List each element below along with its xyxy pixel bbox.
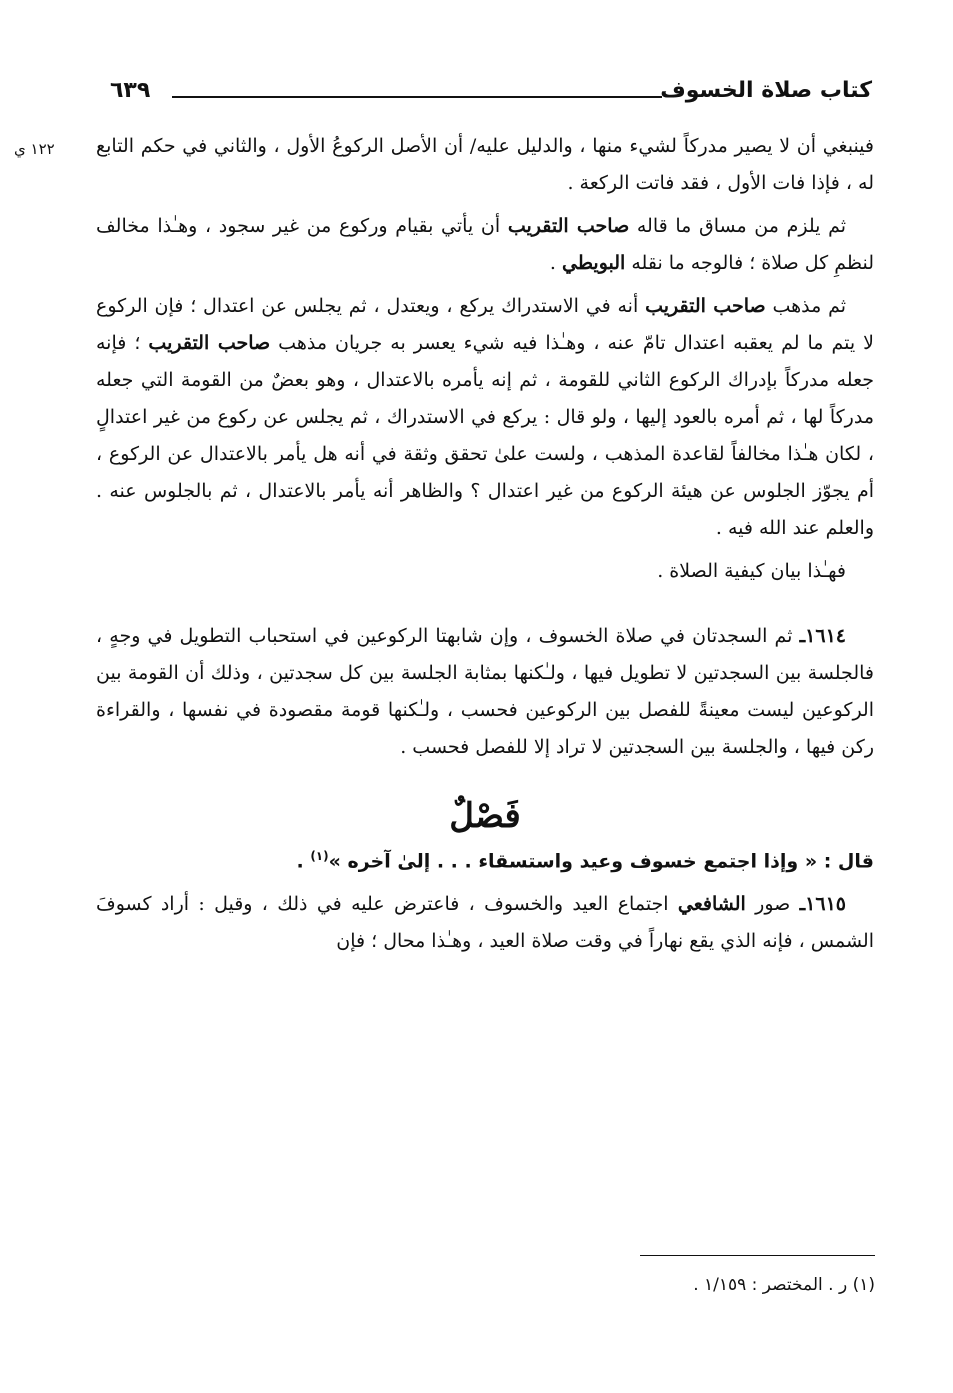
p6-name-shafii: الشافعي [677,893,746,916]
running-header [110,78,872,118]
p2-text-a: ثم يلزم من مساق ما قاله [629,215,847,237]
margin-manuscript-ref: ١٢٢ ي [14,140,55,158]
section-number-1614: ١٦١٤ـ [799,625,846,647]
section-number-1615: ١٦١٥ـ [799,893,846,916]
p2-name-taqrib: صاحب التقريب [507,215,630,237]
p6-text-c: اجتماع العيد والخسوف ، فاعترض عليه في ذلك ، وقيل : أراد كسوفَ الشمس ، فإنه الذي يقع نهاراً في وقت صلاة العيد ، وهـٰذا محال ؛ فإن [96,893,874,953]
qala-quote [96,838,874,880]
paragraph-4: فهـٰذا بيان كيفية الصلاة . [657,560,846,582]
qala-end: . [296,850,311,873]
p3-text-c: أنه في الاستدراك يركع ، ويعتدل ، ثم يجلس عن اعتدال ؛ فإن الركوع لا يتم ما لم يعقبه اعتدال تامّ عنه ، وهـٰذا فيه شيء يعسر به جريان مذهب [96,295,875,354]
header-rule [172,96,662,98]
page-number: ٦٣٩ [110,78,151,103]
p5-text: ثم السجدتان في صلاة الخسوف ، وإن شابهتا الركوعين في استحباب التطويل في وجهٍ ، فالجلسة بين السجدتين لا تطويل فيها ، ولـٰكنها بمثابة الجلسة بين كل سجدتين ، وذلك أن القومة بين الركوعين ليست معينةً للفصل بين الركوعين فحسب ، ولـٰكنها قومة مقصودة في نفسها ، والقراءة ركن فيها ، والجلسة بين السجدتين لا تراد إلا للفصل فحسب . [96,625,874,758]
p3-name-taqrib-1: صاحب التقريب [645,295,766,317]
paragraph-2 [96,208,874,282]
fasl-heading: فَصْلٌ [449,796,521,836]
p3-text-e: ؛ فإنه جعله مدركاً بإدراك الركوع الثاني للقومة ، ثم إنه يأمره بالاعتدال ، وهو بعضٌ من القومة التي جعله مدركاً لها ، ثم أمره بالعود إليها ، ولو قال : يركع في الاستدراك ، ثم يجلس عن ركوع من غير اعتدالٍ ، لكان هـٰذا مخالفاً لقاعدة المذهب ، ولست علىٰ تحقق وثقة في أنه هل يأمر بالاعتدال عن الركوع ، أم يجوّز الجلوس عن هيئة الركوع من غير اعتدال ؟ والظاهر أنه يأمر بالاعتدال ، ثم بالجلوس عنه . والعلم عند الله فيه . [96,332,874,539]
paragraph-3 [96,288,874,547]
paragraph-1: فينبغي أن لا يصير مدركاً لشيء منها ، والدليل عليه/ أن الأصل الركوعُ الأول ، والثاني في حكم التابع له ، فإذا فات الأول ، فقد فاتت الركعة . [96,135,874,194]
p2-text-e: . [549,252,562,274]
footnote: (١) ر . المختصر : ١/١٥٩ . [693,1275,875,1295]
paragraph-1615 [96,886,874,960]
paragraph-1614 [96,618,874,766]
body-text [96,128,874,966]
qala-text: قال : « وإذا اجتمع خسوف وعيد واستسقاء . . . إلىٰ آخره » [328,850,874,873]
p2-name-buwaiti: البويطي [561,252,626,274]
header-title: كتاب صلاة الخسوف [660,78,872,103]
footnote-rule [640,1255,875,1256]
p6-text-a: صور [745,893,800,916]
p3-name-taqrib-2: صاحب التقريب [148,332,271,354]
p2-text-c: أن يأتي بقيام وركوع من غير سجود ، وهـٰذا مخالف لنظمِ كل صلاة ؛ فالوجه ما نقله [96,215,874,274]
footnote-ref: (١) [310,849,329,863]
p3-text-a: ثم مذهب [765,295,847,317]
